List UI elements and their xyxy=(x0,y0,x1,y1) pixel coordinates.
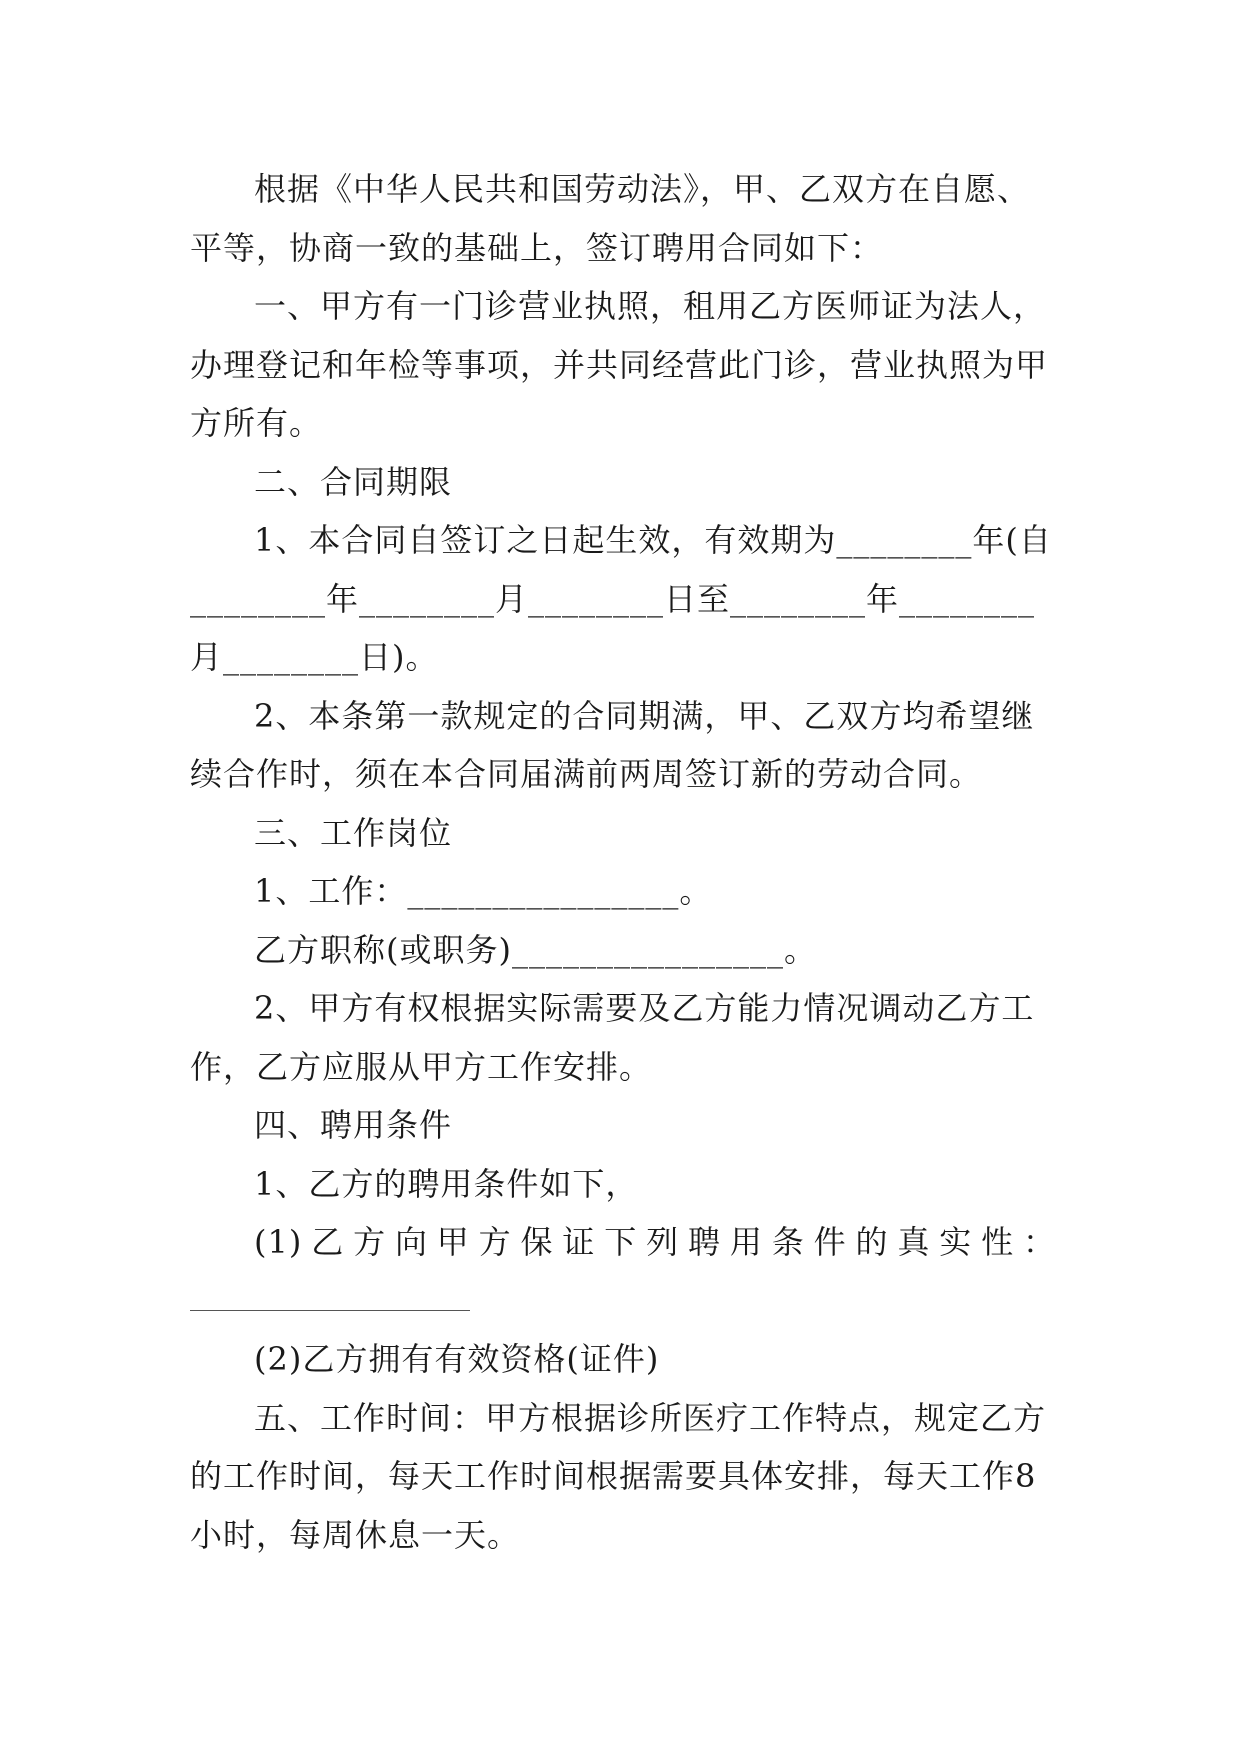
paragraph-term-1: 1、本合同自签订之日起生效，有效期为________年(自________年________月________日至________年________月________日)。 xyxy=(190,521,1052,676)
contract-body xyxy=(190,160,1056,1564)
paragraph-conditions-item-1: (1)乙方向甲方保证下列聘用条件的真实性： xyxy=(254,1223,1056,1261)
heading-contract-term: 二、合同期限 xyxy=(254,462,453,501)
fill-in-blank xyxy=(190,1272,1056,1331)
paragraph-job-1: 1、工作：________________。 xyxy=(254,872,713,910)
paragraph-job-title: 乙方职称(或职务)________________。 xyxy=(254,930,817,969)
paragraph-clause-1: 一、甲方有一门诊营业执照，租用乙方医师证为法人，办理登记和年检等事项，并共同经营此门诊，营业执照为甲方所有。 xyxy=(190,287,1049,442)
blank-underline xyxy=(190,1310,470,1311)
heading-employment-conditions: 四、聘用条件 xyxy=(254,1106,453,1144)
paragraph-term-2: 2、本条第一款规定的合同期满，甲、乙双方均希望继续合作时，须在本合同届满前两周签订新的劳动合同。 xyxy=(190,696,1035,793)
paragraph-conditions-item-2: (2)乙方拥有有效资格(证件) xyxy=(254,1340,660,1378)
paragraph-working-hours: 五、工作时间：甲方根据诊所医疗工作特点，规定乙方的工作时间，每天工作时间根据需要具体安排，每天工作8小时，每周休息一天。 xyxy=(190,1398,1047,1554)
paragraph-conditions-1: 1、乙方的聘用条件如下， xyxy=(254,1164,639,1203)
heading-job-position: 三、工作岗位 xyxy=(254,813,453,852)
paragraph-preamble: 根据《中华人民共和国劳动法》，甲、乙双方在自愿、平等，协商一致的基础上，签订聘用合同如下： xyxy=(190,170,1031,267)
paragraph-job-2: 2、甲方有权根据实际需要及乙方能力情况调动乙方工作，乙方应服从甲方工作安排。 xyxy=(190,989,1035,1086)
